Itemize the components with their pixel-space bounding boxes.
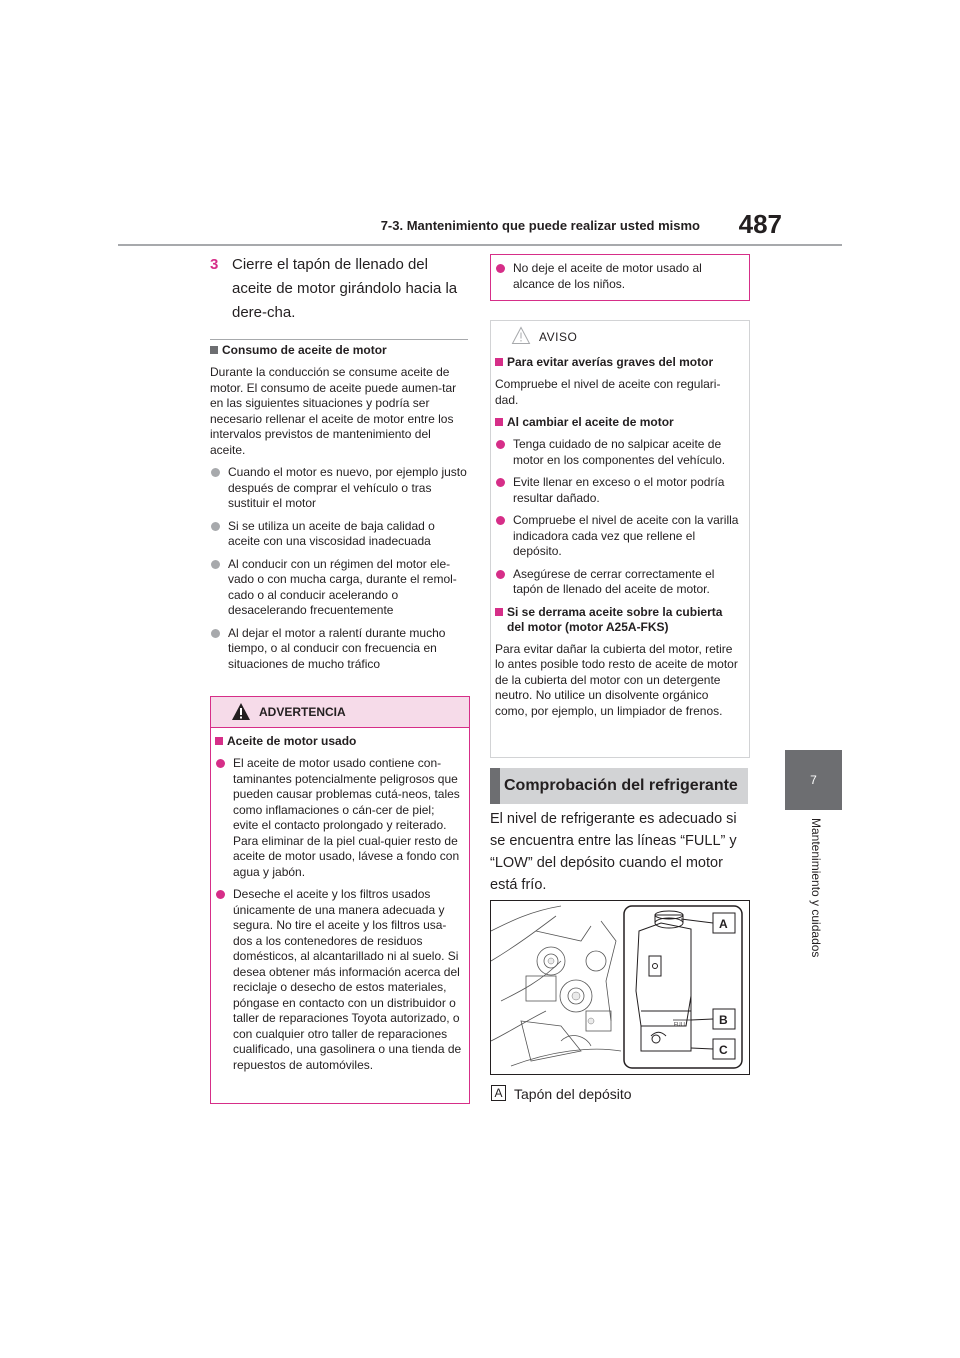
square-bullet-icon <box>215 737 223 745</box>
step-number: 3 <box>210 256 219 273</box>
bullet-dot-icon <box>211 522 220 531</box>
notice-header <box>491 321 749 351</box>
bullet-dot-icon <box>496 570 505 579</box>
bullet-dot-icon <box>216 890 225 899</box>
bullet-dot-icon <box>496 478 505 487</box>
page-number: 487 <box>738 209 782 239</box>
bullet-dot-icon <box>211 468 220 477</box>
paragraph: Compruebe el nivel de aceite con regulari-dad. <box>495 377 721 407</box>
bullet-dot-icon <box>496 516 505 525</box>
caution-outline-icon <box>511 326 531 345</box>
section-heading: Consumo de aceite de motor <box>210 343 468 358</box>
square-bullet-icon <box>495 418 503 426</box>
tank-full-mark: FULL <box>674 1022 687 1028</box>
divider <box>210 339 468 340</box>
square-bullet-icon <box>495 608 503 616</box>
figure-label-c: C <box>719 1043 728 1057</box>
oil-consumption-section <box>210 343 468 679</box>
figure-label-a: A <box>719 917 728 931</box>
header-rule <box>118 244 842 246</box>
warning-label: ADVERTENCIA <box>259 705 346 719</box>
section-heading: Al cambiar el aceite de motor <box>495 415 743 430</box>
paragraph: Para evitar dañar la cubierta del motor, retire lo antes posible todo resto de aceite de motor de la cubierta del motor con un detergente neutro. No utilice un disolvente orgánico como, por ejemplo, un limpiador de frenos. <box>495 641 738 718</box>
bullet-dot-icon <box>211 629 220 638</box>
bullet-item: Si se utiliza un aceite de baja calidad o aceite con una viscosidad inadecuada <box>210 519 468 550</box>
square-bullet-icon <box>210 346 218 354</box>
engine-bay-illustration <box>491 901 749 1074</box>
warning-box <box>210 696 470 1104</box>
bullet-item: Cuando el motor es nuevo, por ejemplo justo después de comprar el vehículo o tras sustituir el motor <box>210 465 468 512</box>
step-text: Cierre el tapón de llenado del aceite de motor girándolo hacia la dere-cha. <box>232 256 458 321</box>
bullet-item: Compruebe el nivel de aceite con la varilla indicadora cada vez que rellene el depósito. <box>495 513 743 560</box>
warning-continued-box <box>490 254 750 301</box>
warning-triangle-icon <box>231 702 251 721</box>
section-heading: Para evitar averías graves del motor <box>495 355 743 370</box>
figure-label-b: B <box>719 1013 728 1027</box>
warning-header <box>211 697 469 728</box>
bullet-dot-icon <box>216 759 225 768</box>
bullet-dot-icon <box>496 440 505 449</box>
bullet-dot-icon <box>211 560 220 569</box>
notice-label: AVISO <box>539 330 578 344</box>
bullet-item: No deje el aceite de motor usado al alcance de los niños. <box>495 261 743 292</box>
square-bullet-icon <box>495 358 503 366</box>
bullet-item: El aceite de motor usado contiene con-taminantes potencialmente peligrosos que pueden causar problemas cutá-neos, tales como inflamaciones o cán-cer de piel; evite el contacto prolongado y reiterado. Para eliminar de la piel cual-quier resto de aceite de motor usado, lávese a fondo con agua y jabón. <box>215 756 463 880</box>
section-heading: Si se derrama aceite sobre la cubierta del motor (motor A25A-FKS) <box>495 605 743 635</box>
notice-box <box>490 320 750 758</box>
bullet-item: Asegúrese de cerrar correctamente el tapón de llenado del aceite de motor. <box>495 567 743 598</box>
chapter-title: Mantenimiento y cuidados <box>809 818 823 958</box>
bullet-item: Al conducir con un régimen del motor ele-vado o con mucha carga, durante el remol-cado o al conducir acelerando o desacelerando frecuentemente <box>210 557 468 619</box>
chapter-tab: 7 <box>785 750 842 810</box>
coolant-heading: Comprobación del refrigerante <box>490 768 748 804</box>
caption-text: Tapón del depósito <box>514 1086 632 1102</box>
paragraph: Durante la conducción se consume aceite de motor. El consumo de aceite puede aumen-tar en las siguientes situaciones y podría ser necesario rellenar el aceite de motor entre los intervalos previstos de mantenimiento del aceite. <box>210 365 457 457</box>
section-heading: Aceite de motor usado <box>215 734 463 749</box>
coolant-reservoir-figure <box>490 900 750 1075</box>
bullet-item: Tenga cuidado de no salpicar aceite de motor en los componentes del vehículo. <box>495 437 743 468</box>
coolant-paragraph: El nivel de refrigerante es adecuado si se encuentra entre las líneas “FULL” y “LOW” del depósito cuando el motor está frío. <box>490 811 737 893</box>
caption-letter: A <box>491 1085 506 1101</box>
bullet-item: Evite llenar en exceso o el motor podría resultar dañado. <box>495 475 743 506</box>
bullet-dot-icon <box>496 264 505 273</box>
section-title: 7-3. Mantenimiento que puede realizar usted mismo <box>380 218 700 233</box>
bullet-item: Al dejar el motor a ralentí durante mucho tiempo, o al conducir con frecuencia en situaciones de mucho tráfico <box>210 626 468 673</box>
bullet-item: Deseche el aceite y los filtros usados únicamente de una manera adecuada y segura. No tire el aceite y los filtros usa-dos a los contenedores de residuos domésticos, al alcantarillado ni al suelo. Si desea obtener más información acerca del reciclaje o desecho de estos materiales, póngase en contacto con un distribuidor o taller de reparaciones Toyota autorizado, o con cualquier otro taller de reparaciones cualificado, una gasolinera o una tienda de repuestos de automóviles. <box>215 887 463 1073</box>
